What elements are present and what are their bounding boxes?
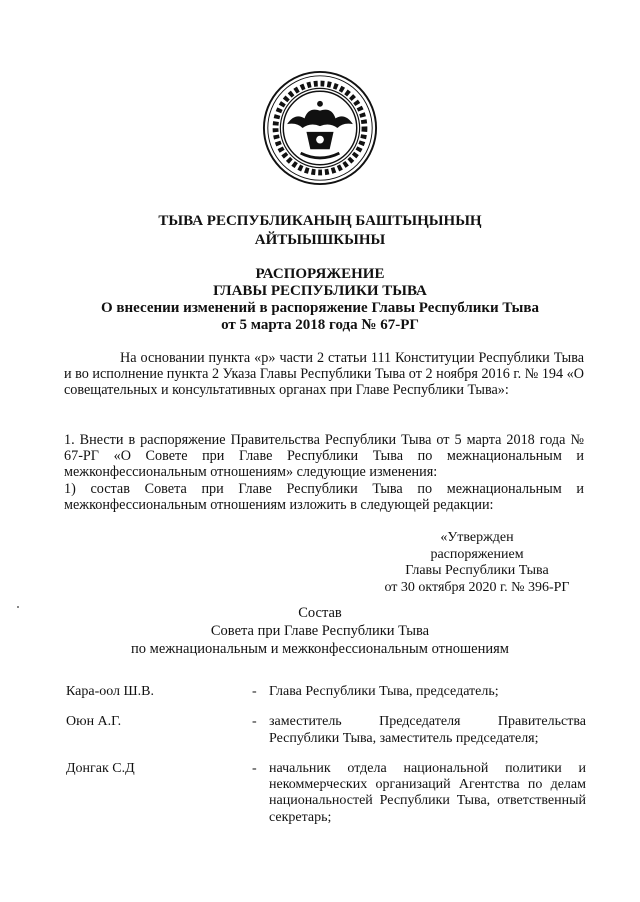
member-name: Донгак С.Д <box>66 760 135 776</box>
composition-line-1: Состав <box>298 605 342 621</box>
member-name: Кара-оол Ш.В. <box>66 684 155 699</box>
title-line-1: ТЫВА РЕСПУБЛИКАНЫҢ БАШТЫҢЫНЫҢ <box>158 213 482 229</box>
approval-block <box>372 530 582 596</box>
composition-heading <box>0 604 640 658</box>
composition-line-2: Совета при Главе Республики Тыва <box>210 623 430 639</box>
doc-subject-date: от 5 марта 2018 года № 67-РГ <box>221 317 419 333</box>
member-role: Глава Республики Тыва, председатель; <box>269 684 499 699</box>
member-row <box>66 684 586 700</box>
approval-line-2: распоряжением <box>430 546 524 562</box>
tuva-emblem-icon <box>262 70 378 186</box>
approval-line-1: «Утвержден <box>440 530 514 545</box>
item-1-1-paragraph: 1) состав Совета при Главе Республики Тыва по межнациональным и межконфессиональным отношениям изложить в следующей редакции: <box>64 481 584 514</box>
member-role: начальник отдела национальной политики и некоммерческих организаций Агентства по делам национальностей Республики Тыва, ответственный секретарь; <box>269 760 586 825</box>
approval-line-4: от 30 октября 2020 г. № 396-РГ <box>384 579 570 595</box>
title-line-2: АЙТЫЫШКЫНЫ <box>254 232 386 248</box>
margin-mark <box>17 606 19 608</box>
item-1-paragraph: 1. Внести в распоряжение Правительства Республики Тыва от 5 марта 2018 года № 67-РГ «О Совете при Главе Республики Тыва по межнациональным и межконфессиональным отношениям» следующие изменения: <box>64 432 584 481</box>
members-list <box>66 684 586 840</box>
preamble-paragraph: На основании пункта «р» части 2 статьи 111 Конституции Республики Тыва и во исполнение пункта 2 Указа Главы Республики Тыва от 2 ноября 2016 г. № 194 «О совещательных и консультативных органах при Главе Республики Тыва»: <box>64 350 584 399</box>
doc-issuer: ГЛАВЫ РЕСПУБЛИКИ ТЫВА <box>213 283 427 299</box>
member-name: Оюн А.Г. <box>66 714 122 730</box>
member-dash: - <box>252 714 257 730</box>
doc-subject: О внесении изменений в распоряжение Главы Республики Тыва <box>101 300 539 316</box>
member-dash: - <box>252 760 257 776</box>
member-row <box>66 761 586 826</box>
member-dash: - <box>252 684 257 699</box>
member-row <box>66 714 586 747</box>
member-role: заместитель Председателя Правительства Республики Тыва, заместитель председателя; <box>269 714 586 746</box>
doc-type: РАСПОРЯЖЕНИЕ <box>255 266 385 282</box>
approval-line-3: Главы Республики Тыва <box>405 563 549 578</box>
composition-line-3: по межнациональным и межконфессиональным отношениям <box>131 641 509 657</box>
